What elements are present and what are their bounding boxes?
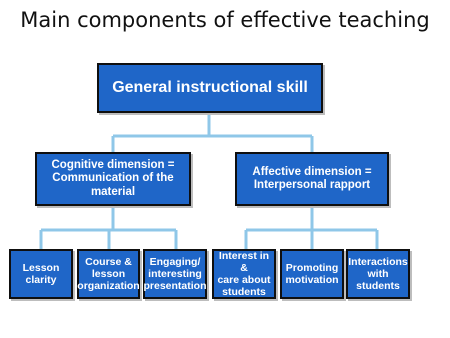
page-title: Main components of effective teaching xyxy=(20,8,430,32)
leaf-interactions-with-students xyxy=(346,249,410,299)
leaf-interest-care-students xyxy=(212,249,276,299)
leaf-line: Interest in & xyxy=(218,249,270,274)
leaf-line: Lesson clarity xyxy=(22,261,60,286)
leaf-line: care about xyxy=(217,274,271,286)
root-node xyxy=(97,63,323,113)
leaf-line: presentation xyxy=(143,280,207,293)
leaf-line: students xyxy=(222,286,266,299)
cognitive-dimension-node xyxy=(35,152,191,206)
leaf-course-lesson-organization xyxy=(77,249,140,299)
root-node-line: General instructional skill xyxy=(112,78,308,96)
leaf-line: organization xyxy=(77,280,140,293)
leaf-line: lesson xyxy=(91,267,126,280)
leaf-line: with students xyxy=(356,267,400,293)
leaf-line: Promoting xyxy=(285,261,339,274)
leaf-line: Interactions xyxy=(348,255,408,268)
leaf-line: motivation xyxy=(285,274,339,286)
affective-node-line: Interpersonal rapport xyxy=(253,179,371,191)
leaf-line: Course & xyxy=(85,255,132,268)
affective-node-line: Affective dimension = xyxy=(252,165,372,178)
leaf-lesson-clarity xyxy=(9,249,73,299)
leaf-promoting-motivation xyxy=(280,249,344,299)
cognitive-node-line: Communication of the material xyxy=(52,172,174,198)
leaf-line: interesting xyxy=(148,267,202,280)
cognitive-node-line: Cognitive dimension = xyxy=(51,159,175,172)
leaf-line: Engaging/ xyxy=(149,255,201,268)
affective-dimension-node xyxy=(235,152,389,206)
leaf-engaging-presentation xyxy=(143,249,207,299)
